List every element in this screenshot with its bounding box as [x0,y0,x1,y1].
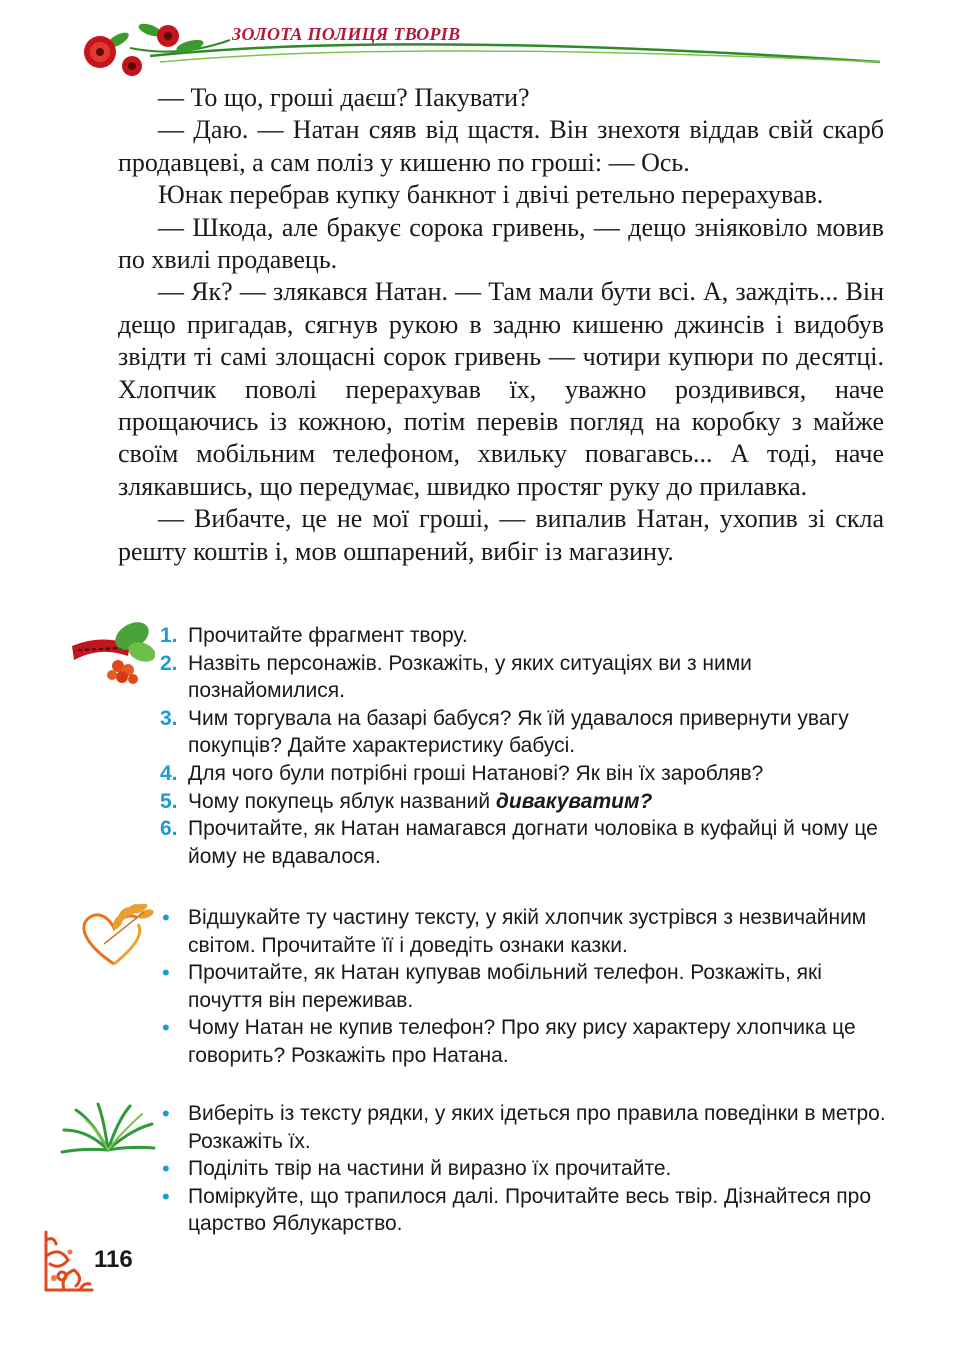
bullet-icon: • [162,960,170,986]
task-text: Виберіть із тексту рядки, у яких ідеться про правила поведінки в метро. Розкажіть їх. [188,1102,886,1153]
story-paragraph: — Шкода, але бракує сорока гривень, — дещо зніяковіло мовив по хвилі продавець. [118,212,884,275]
question-text: Для чого були потрібні гроші Натанові? Як він їх заробляв? [188,761,764,785]
question-text [188,790,652,813]
green-grass-icon [58,1100,158,1160]
question-number: 5. [160,789,178,813]
question-item [160,815,888,870]
question-text-plain: Чому покупець яблук названий [188,789,496,813]
task-item [160,1183,888,1238]
tasks-list-a [160,904,888,1070]
task-item [160,904,888,959]
question-item [160,650,888,705]
story-paragraph: Юнак перебрав купку банкнот і двічі ретельно перерахував. [158,180,824,210]
task-item [160,959,888,1014]
question-number: 1. [160,624,178,647]
viburnum-ribbon-icon [70,616,155,686]
wheat-heart-icon [74,904,154,970]
tasks-list-b [160,1100,888,1238]
task-text: Поміркуйте, що трапилося далі. Прочитайте весь твір. Дізнайтеся про царство Яблукарство. [188,1184,872,1236]
bullet-icon: • [162,1183,170,1209]
story-paragraph: — То що, гроші даєш? Пакувати? [158,83,530,112]
task-text: Поділіть твір на частини й виразно їх прочитайте. [188,1157,672,1181]
question-text: Прочитайте, як Натан намагався догнати чоловіка в куфайці й чому це йому не вдавалося. [188,817,878,868]
ornament-corner-icon [40,1226,94,1292]
story-paragraph: — Як? — злякався Натан. — Там мали бути всі. А, заждіть... Він дещо пригадав, сягнув рукою в задню кишеню джинсів і видобув звідти ті самі злощасні сорок гривень — чотири купюри по десятці. Хлопчик поволі перерахував їх, уважно роздивився, наче прощаючись із кожною, потім перевів погляд на коробку з майже своїм мобільним телефоном, хвильку повагавсь... А тоді, наче злякавшись, що передумає, швидко простяг руку до прилавка. [118,277,884,501]
task-text: Відшукайте ту частину тексту, у якій хлопчик зустрівся з незвичайним світом. Прочитайте її і доведіть ознаки казки. [188,906,867,957]
bullet-icon: • [162,1015,170,1041]
bullet-icon: • [162,1101,170,1126]
page-number: 116 [94,1246,133,1273]
story-paragraph: — Даю. — Натан сяяв від щастя. Він знехотя віддав свій скарб продавцеві, а сам поліз у кишеню по гроші: — Ось. [118,115,884,177]
bullet-icon: • [162,1156,170,1182]
question-number: 3. [160,706,178,730]
question-text: Назвіть персонажів. Розкажіть, у яких ситуаціях ви з ними познайомилися. [188,651,752,703]
story-paragraph: — Вибачте, це не мої гроші, — випалив Натан, ухопив зі скла решту коштів і, мов ошпарений, вибіг із магазину. [118,504,884,566]
task-text: Чому Натан не купив телефон? Про яку рису характеру хлопчика це говорить? Розкажіть про Натана. [188,1016,856,1067]
story-text [118,82,884,568]
question-item [160,760,888,788]
question-item [160,705,888,760]
question-item [160,788,888,816]
question-text: Чим торгувала на базарі бабуся? Як їй удавалося привернути увагу покупців? Дайте характеристику бабусі. [188,706,849,758]
question-text: Прочитайте фрагмент твору. [188,624,468,647]
bullet-icon: • [162,905,170,930]
task-item [160,1014,888,1069]
task-text: Прочитайте, як Натан купував мобільний телефон. Розкажіть, які почуття він переживав. [188,961,822,1012]
red-flowers-icon [0,0,963,90]
page-header [0,0,963,90]
questions-list [160,622,888,870]
question-number: 4. [160,761,178,785]
task-item [160,1100,888,1155]
header-title: ЗОЛОТА ПОЛИЦЯ ТВОРІВ [232,24,461,44]
question-number: 2. [160,651,178,675]
task-item [160,1155,888,1183]
question-text-emphasis: дивакуватим? [495,789,653,813]
question-item [160,622,888,650]
question-number: 6. [160,817,178,841]
